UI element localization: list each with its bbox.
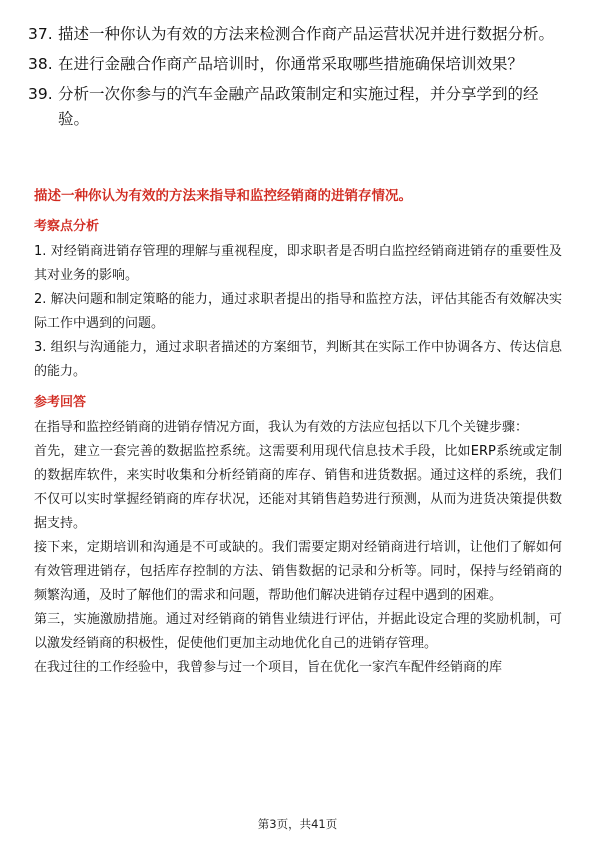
question-text: 描述一种你认为有效的方法来检测合作商产品运营状况并进行数据分析。 (58, 25, 555, 43)
question-number: 39. (28, 85, 53, 103)
analysis-item: 1. 对经销商进销存管理的理解与重视程度，即求职者是否明白监控经销商进销存的重要性及其对业务的影响。 (34, 244, 562, 283)
answer-heading: 参考回答 (34, 395, 87, 410)
question-text: 分析一次你参与的汽车金融产品政策制定和实施过程，并分享学到的经验。 (58, 85, 539, 128)
question-item (28, 22, 568, 47)
analysis-item: 2. 解决问题和制定策略的能力，通过求职者提出的指导和监控方法，评估其能否有效解决实际工作中遇到的问题。 (34, 292, 562, 331)
page-footer: 第3页，共41页 (257, 817, 338, 831)
answer-paragraph: 在我过往的工作经验中，我曾参与过一个项目，旨在优化一家汽车配件经销商的库 (34, 660, 503, 675)
analysis-item: 3. 组织与沟通能力，通过求职者描述的方案细节，判断其在实际工作中协调各方、传达信息的能力。 (34, 340, 562, 379)
question-number: 38. (28, 55, 53, 73)
question-list (28, 22, 568, 137)
answer-section (34, 186, 562, 680)
current-question-title: 描述一种你认为有效的方法来指导和监控经销商的进销存情况。 (34, 188, 412, 204)
question-text: 在进行金融合作商产品培训时，你通常采取哪些措施确保培训效果？ (58, 55, 524, 73)
answer-paragraph: 接下来，定期培训和沟通是不可或缺的。我们需要定期对经销商进行培训，让他们了解如何有效管理进销存，包括库存控制的方法、销售数据的记录和分析等。同时，保持与经销商的频繁沟通，及时了解他们的需求和问题，帮助他们解决进销存过程中遇到的困难。 (34, 540, 562, 603)
question-item (28, 82, 568, 132)
question-item (28, 52, 568, 77)
question-number: 37. (28, 25, 53, 43)
answer-paragraph: 首先，建立一套完善的数据监控系统。这需要利用现代信息技术手段，比如ERP系统或定制的数据库软件，来实时收集和分析经销商的库存、销售和进货数据。通过这样的系统，我们不仅可以实时掌握经销商的库存状况，还能对其销售趋势进行预测，从而为进货决策提供数据支持。 (34, 444, 562, 531)
answer-paragraph: 第三，实施激励措施。通过对经销商的销售业绩进行评估，并据此设定合理的奖励机制，可以激发经销商的积极性，促使他们更加主动地优化自己的进销存管理。 (34, 612, 562, 651)
answer-paragraph: 在指导和监控经销商的进销存情况方面，我认为有效的方法应包括以下几个关键步骤： (34, 420, 529, 435)
analysis-heading: 考察点分析 (34, 219, 100, 234)
